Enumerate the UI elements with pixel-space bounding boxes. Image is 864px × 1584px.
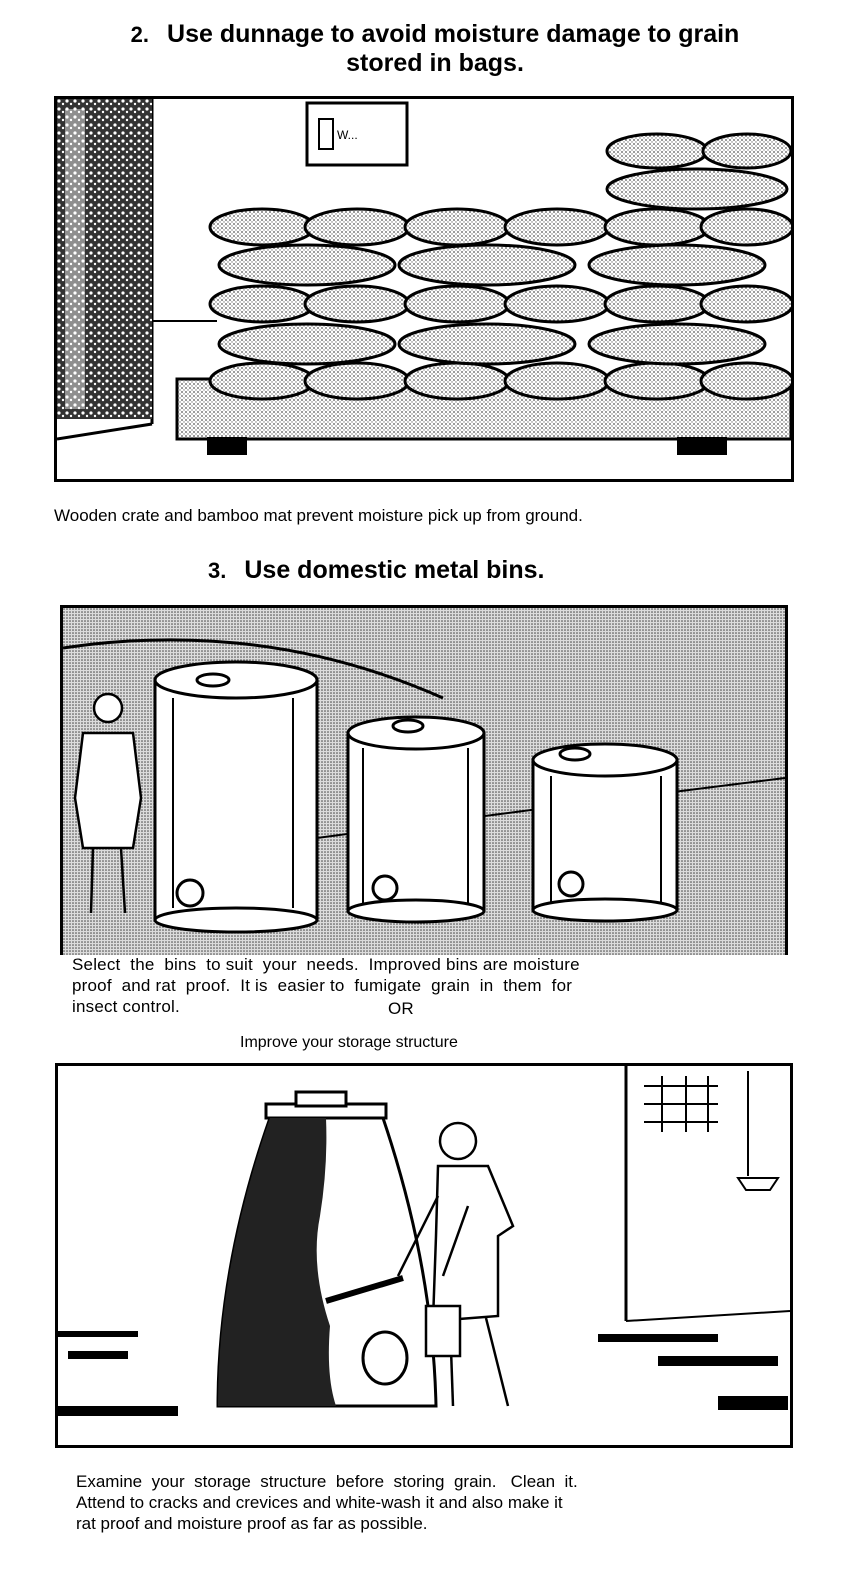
wall-window <box>644 1071 748 1176</box>
section-2-caption: Wooden crate and bamboo mat prevent moisture pick up from ground. <box>54 506 583 525</box>
section-4-caption <box>76 1471 796 1534</box>
section-2-number: 2. <box>130 22 150 47</box>
improve-structure-subheading: Improve your storage structure <box>240 1034 458 1051</box>
bin-medium <box>348 717 484 922</box>
storage-structure-illustration <box>55 1063 793 1448</box>
section-3-title: Use domestic metal bins. <box>244 556 545 584</box>
section-3-caption-line1: Select the bins to suit your needs. Improved bins are moisture <box>72 955 580 974</box>
section-2-title-line1: Use dunnage to avoid moisture damage to grain <box>167 20 740 48</box>
paint-bucket <box>426 1306 460 1356</box>
or-label: OR <box>388 999 414 1018</box>
section-3-number: 3. <box>208 558 227 583</box>
storage-bin <box>218 1092 436 1406</box>
bin-small <box>533 744 677 921</box>
bin-large <box>155 662 317 932</box>
dunnage-illustration <box>54 96 794 482</box>
wall-sign-text: W... <box>337 128 358 142</box>
section-4-caption-line1: Examine your storage structure before storing grain. Clean it. <box>76 1472 578 1491</box>
section-2-title-line2: stored in bags. <box>346 49 524 77</box>
section-2-heading <box>40 20 830 78</box>
section-4-caption-line3: rat proof and moisture proof as far as possible. <box>76 1514 428 1533</box>
section-3-caption <box>72 954 792 1017</box>
section-3-caption-line3: insect control. <box>72 997 180 1016</box>
section-3-caption-line2: proof and rat proof. It is easier to fumigate grain in them for <box>72 976 573 995</box>
section-3-heading <box>180 556 640 585</box>
wall-sign <box>307 103 407 165</box>
section-4-caption-line2: Attend to cracks and crevices and white-wash it and also make it <box>76 1493 563 1512</box>
metal-bins-illustration <box>60 605 788 955</box>
